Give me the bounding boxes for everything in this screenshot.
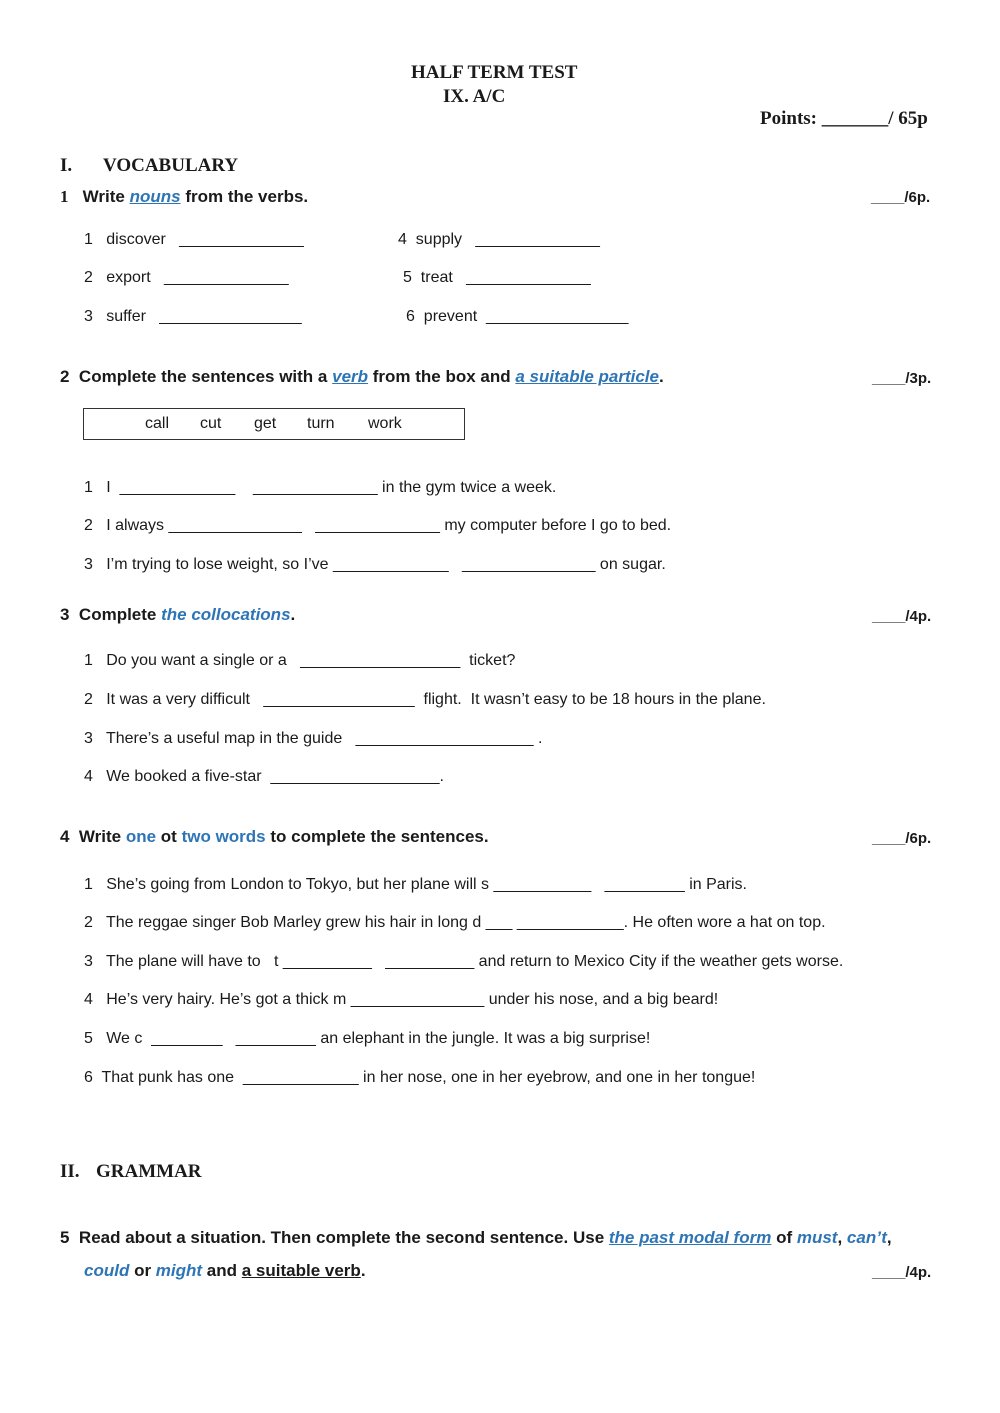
task-2-score: ____/3p. — [872, 370, 932, 387]
section-2-title: GRAMMAR — [96, 1161, 202, 1182]
task-3-item-4: 4 We booked a five-star ___________________. — [84, 768, 444, 785]
task-5-modal-must: must — [796, 1228, 838, 1247]
task-5-text-or: or — [129, 1261, 156, 1280]
task-3-item-3: 3 There’s a useful map in the guide ____________________ . — [84, 730, 543, 747]
task-5-keyword-past-modal: the past modal form — [608, 1228, 772, 1247]
section-1-number: I. — [60, 155, 73, 176]
word-box-word-5: work — [368, 415, 402, 432]
task-4-item-5: 5 We c ________ _________ an elephant in the jungle. It was a big surprise! — [84, 1030, 651, 1047]
task-1-item-3: 3 suffer ________________ — [84, 308, 302, 325]
word-box-word-3: get — [254, 415, 277, 432]
task-2-keyword-verb: verb — [332, 367, 369, 386]
task-2-heading — [60, 367, 664, 387]
task-2-item-2: 2 I always _______________ ______________ my computer before I go to bed. — [84, 517, 672, 534]
task-2-text-mid: from the box and — [368, 367, 516, 386]
task-4-keyword-two-words: two words — [181, 827, 266, 846]
test-title: HALF TERM TEST — [411, 62, 578, 83]
task-5-text: Read about a situation. Then complete the second sentence. Use — [78, 1228, 609, 1247]
task-1-item-1: 1 discover ______________ — [84, 231, 304, 248]
task-1-number: 1 — [60, 187, 69, 206]
word-box — [83, 408, 465, 440]
task-5-modal-could: could — [84, 1261, 130, 1280]
task-1-item-5: 5 treat ______________ — [403, 269, 591, 286]
task-2-text-end: . — [659, 367, 664, 386]
word-box-word-1: call — [145, 415, 170, 432]
task-5-number: 5 — [60, 1228, 70, 1247]
task-5-comma-2: , — [886, 1228, 892, 1247]
task-4-heading — [60, 827, 489, 847]
task-4-item-1: 1 She’s going from London to Tokyo, but her plane will s ___________ _________ in Paris. — [84, 876, 747, 893]
task-4-score: ____/6p. — [872, 830, 932, 847]
task-2-item-1: 1 I _____________ ______________ in the gym twice a week. — [84, 479, 557, 496]
task-5-modal-cant: can’t — [846, 1228, 887, 1247]
points-field: Points: _______/ 65p — [760, 108, 928, 129]
word-box-word-4: turn — [307, 415, 335, 432]
task-5-comma-1: , — [837, 1228, 847, 1247]
task-5-text-and: and — [202, 1261, 242, 1280]
task-3-number: 3 — [60, 605, 70, 624]
task-5-score: ____/4p. — [872, 1264, 932, 1281]
task-3-score: ____/4p. — [872, 608, 932, 625]
task-5-text-end: . — [360, 1261, 366, 1280]
task-1-item-2: 2 export ______________ — [84, 269, 289, 286]
task-4-item-3: 3 The plane will have to t __________ __________ and return to Mexico City if the weather gets worse. — [84, 953, 844, 970]
task-1-text-end: from the verbs. — [180, 187, 309, 206]
task-4-keyword-one: one — [125, 827, 157, 846]
task-1-heading — [60, 187, 308, 207]
task-5-heading-line-1 — [60, 1228, 892, 1248]
task-4-text-end: to complete the sentences. — [265, 827, 489, 846]
task-5-modal-might: might — [155, 1261, 203, 1280]
task-1-item-6: 6 prevent ________________ — [406, 308, 629, 325]
class-label: IX. A/C — [443, 86, 506, 107]
task-2-number: 2 — [60, 367, 70, 386]
section-1-title: VOCABULARY — [103, 155, 239, 176]
task-2-item-3: 3 I’m trying to lose weight, so I’ve _____________ _______________ on sugar. — [84, 556, 666, 573]
task-4-number: 4 — [60, 827, 70, 846]
task-2-keyword-particle: a suitable particle — [515, 367, 659, 386]
task-5-keyword-verb: a suitable verb — [241, 1261, 361, 1280]
section-2-number: II. — [60, 1161, 80, 1182]
task-1-keyword: nouns — [129, 187, 181, 206]
task-4-item-6: 6 That punk has one _____________ in her nose, one in her eyebrow, and one in her tongue! — [84, 1069, 756, 1086]
task-1-item-4: 4 supply ______________ — [398, 231, 600, 248]
task-4-item-4: 4 He’s very hairy. He’s got a thick m _______________ under his nose, and a big beard! — [84, 991, 719, 1008]
task-3-item-2: 2 It was a very difficult _________________ flight. It wasn’t easy to be 18 hours in the plane. — [84, 691, 766, 708]
task-3-item-1: 1 Do you want a single or a __________________ ticket? — [84, 652, 516, 669]
task-1-text: Write — [82, 187, 130, 206]
task-3-text-end: . — [290, 605, 296, 624]
task-2-text: Complete the sentences with a — [78, 367, 333, 386]
task-4-item-2: 2 The reggae singer Bob Marley grew his hair in long d ___ ____________. He often wore a hat on top. — [84, 914, 826, 931]
task-4-text-mid: ot — [156, 827, 182, 846]
task-4-text: Write — [78, 827, 126, 846]
task-5-text-of: of — [771, 1228, 797, 1247]
task-3-text: Complete — [78, 605, 162, 624]
task-3-keyword: the collocations — [161, 605, 291, 624]
task-3-heading — [60, 605, 295, 625]
task-5-heading-line-2 — [84, 1261, 366, 1281]
word-box-word-2: cut — [200, 415, 222, 432]
task-1-score: ____/6p. — [871, 189, 931, 206]
